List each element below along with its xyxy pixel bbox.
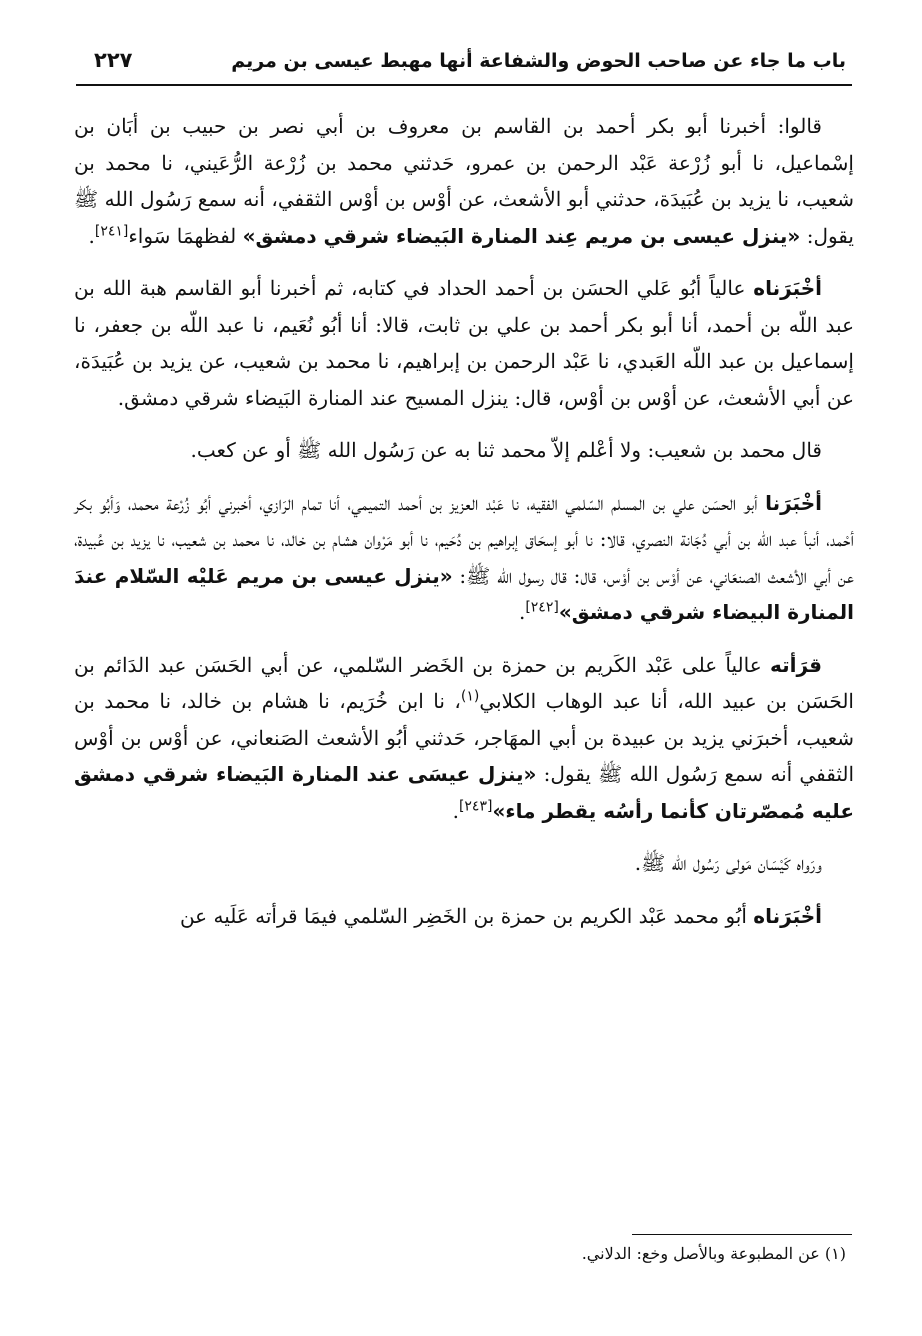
footnote-divider xyxy=(632,1234,852,1235)
paragraph-text: ورَواه كَيْسَان مَولى رَسُول الله ﷺ. xyxy=(634,851,822,875)
chapter-title: باب ما جاء عن صاحب الحوض والشفاعة أنها مهبط عيسى بن مريم xyxy=(231,50,846,72)
paragraph-text: أبو الحسَن علي بن المسلم السّلمي الفقيه، نا عَبْد العزيز بن أحمد التميمي، أنا تمام الرَازي، أخبرني أبُو زُرْعة محمد، وَأبُو بكر أحْمد، أنبأ عبد اللّه بن أبي دُجَانة النصري، قالا: نا أبو إسحَاق إبراهيم بن دُحَيم، نا أبو مَرْوان هشام بن خالد، نا محمد بن شعيب، نا يزيد بن عُبيدة، عن أبي الأشعث الصنعَاني، عن أوْس بن أوْس، قال: قال رسول الله ﷺ: xyxy=(74,490,854,588)
paragraph-5 xyxy=(74,647,854,830)
paragraph-text: عالياً على عَبْد الكَريم بن حمزة بن الخَضر السّلمي، عن أبي الحَسَن عبد الدَائم بن الحَسَن بن عبيد الله، أنا عبد الوهاب الكلابي xyxy=(74,652,854,713)
hadith-reference: [٢٤٣] xyxy=(458,797,493,814)
lead-word: أخْبَرَناه xyxy=(753,903,822,928)
paragraph-4 xyxy=(74,485,854,631)
paragraph-3 xyxy=(74,432,854,469)
paragraph-7 xyxy=(74,898,854,935)
paragraph-6 xyxy=(74,845,854,882)
hadith-reference: [٢٤١] xyxy=(94,222,129,239)
footnote-marker: (١) xyxy=(460,688,480,705)
paragraph-tail: لفظهمَا سَواء xyxy=(128,223,243,248)
lead-word: قرَأته xyxy=(769,652,822,677)
paragraph-2 xyxy=(74,270,854,416)
paragraph-1 xyxy=(74,108,854,254)
paragraph-end: . xyxy=(452,798,459,823)
hadith-quote: «ينزل عيسَى عند المنارة البَيضاء شرقي دمشق عليه مُمصّرتان كأنما رأسُه يقطر ماء» xyxy=(74,762,854,823)
footnote: (١) عن المطبوعة وبالأصل وخع: الدلاني. xyxy=(581,1244,846,1263)
paragraph-end: . xyxy=(88,223,95,248)
hadith-quote: «ينزل عيسى بن مريم عَليْه السّلام عندَ المنارة البيضاء شرقي دمشق» xyxy=(74,563,854,624)
running-header xyxy=(76,40,852,86)
lead-word: أخْبَرَناه xyxy=(753,276,822,300)
lead-word: أخْبَرَنا xyxy=(765,490,822,515)
paragraph-text-continued: ، نا ابن خُرَيم، نا هشام بن خالد، نا محمد بن شعيب، أخبرَني يزيد بن عبيدة بن أبي المهَاجر، حَدثني أبُو الأشعث الصَنعاني، عن أوْس بن أوْس الثقفي أنه سمع رَسُول الله ﷺ يقول: xyxy=(74,689,855,786)
paragraph-end: . xyxy=(518,600,526,624)
paragraph-text: عالياً أبُو عَلي الحسَن بن أحمد الحداد في كتابه، ثم أخبرنا أبو القاسم هبة الله بن عبد اللّه بن أحمد، أنا أبو بكر أحمد بن علي بن ثابت، قالا: أنا أبُو نُعَيم، نا عبد اللّه بن جعفر، نا إسماعيل بن عبد اللّه العَبدي، نا عَبْد الرحمن بن إبراهيم، نا محمد بن شعيب، عن يزيد بن عُبَيدَة، عن أبي الأشعث، عن أوْس بن أوْس، قال: ينزل المسيح عند المنارة البَيضاء شرقي دمشق. xyxy=(74,276,854,410)
hadith-reference: [٢٤٢] xyxy=(525,599,559,616)
hadith-quote: «ينزل عيسى بن مريم عِند المنارة البَيضاء شرقي دمشق» xyxy=(242,223,801,248)
paragraph-text: قال محمد بن شعيب: ولا أعْلم إلاّ محمد ثنا به عن رَسُول الله ﷺ أو عن كعب. xyxy=(190,438,822,462)
main-text xyxy=(74,108,854,950)
paragraph-text: أبُو محمد عَبْد الكريم بن حمزة بن الخَضِر السّلمي فيمَا قرأته عَلَيه عن xyxy=(179,903,754,928)
paragraph-text: قالوا: أخبرنا أبو بكر أحمد بن القاسم بن معروف بن أبي نصر بن حبيب بن أبَان بن إسْماعيل، نا أبو زُرْعة عَبْد الرحمن بن عمرو، حَدثني محمد بن زُرْعة الرُّعَيني، نا محمد بن شعيب، نا يزيد بن عُبَيدَة، حدثني أبو الأشعث، عن أوْس بن أوْس الثقفي، أنه سمع رَسُول الله ﷺ يقول: xyxy=(74,114,854,248)
page-number: ٢٢٧ xyxy=(94,48,133,72)
